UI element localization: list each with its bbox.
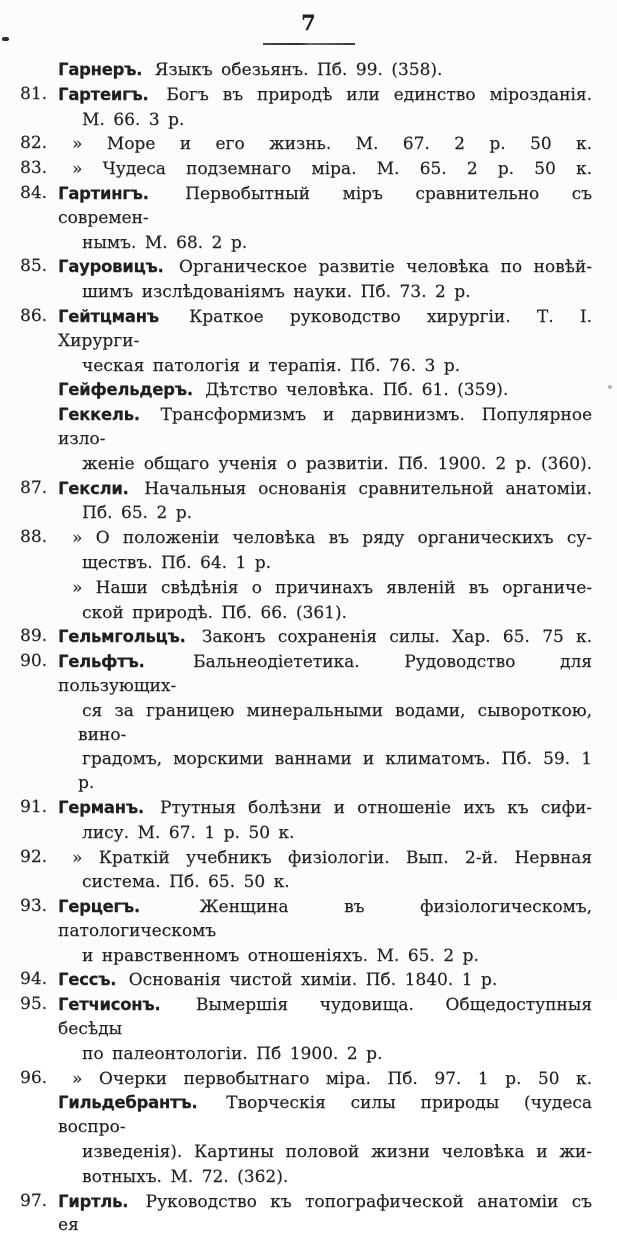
entry-text bbox=[58, 796, 592, 821]
entry-title: Пб. 65. 2 р. bbox=[82, 503, 192, 524]
entry-title: система. Пб. 65. 50 к. bbox=[82, 872, 290, 893]
entry-author: Гильдебрантъ. bbox=[58, 1093, 198, 1113]
entry-number bbox=[20, 747, 58, 796]
entry-number: 85. bbox=[20, 256, 48, 277]
entry-author: Гартингъ. bbox=[58, 183, 149, 203]
entry-title: ческая патологія и терапія. Пб. 76. 3 р. bbox=[82, 355, 461, 376]
entry-title: Чудеса подземнаго міра. М. 65. 2 р. 50 к. bbox=[102, 159, 592, 180]
catalog-line bbox=[20, 846, 592, 871]
entry-title: Краткій учебникъ физіологіи. Вып. 2-й. Нервная bbox=[98, 847, 592, 868]
entry-title: изведенія). Картины половой жизни человѣка и жи- bbox=[82, 1142, 592, 1163]
catalog-line bbox=[20, 551, 592, 576]
entry-text bbox=[78, 821, 592, 846]
entry-title: Языкъ обезьянъ. Пб. 99. (358). bbox=[154, 60, 443, 80]
entry-number bbox=[20, 58, 58, 83]
entry-number: 89. bbox=[20, 626, 48, 647]
entry-author: Гетчисонъ. bbox=[58, 995, 161, 1015]
entry-title: по палеонтологіи. Пб 1900. 2 р. bbox=[82, 1043, 383, 1064]
catalog-line bbox=[20, 132, 592, 157]
entry-text bbox=[78, 601, 592, 626]
entry-title: Ртутныя болѣзни и отношеніе ихъ къ сифи- bbox=[160, 797, 592, 818]
entry-title: женіе общаго ученія о развитіи. Пб. 1900. 2 р. (360). bbox=[82, 453, 592, 474]
entry-text bbox=[58, 182, 592, 231]
catalog-line bbox=[20, 699, 592, 748]
entry-title: Наши свѣдѣнія о причинахъ явленій въ органиче- bbox=[95, 577, 593, 598]
entry-author: Гартеигъ. bbox=[58, 84, 149, 104]
entry-number: 91. bbox=[20, 796, 48, 817]
catalog-line bbox=[20, 576, 592, 601]
entry-number bbox=[20, 501, 58, 526]
entry-text bbox=[58, 58, 592, 83]
entry-text bbox=[78, 1165, 592, 1190]
catalog-line bbox=[20, 378, 592, 403]
entry-text bbox=[78, 944, 592, 969]
entry-text bbox=[58, 526, 592, 551]
entry-author: Геккель. bbox=[58, 405, 140, 425]
entry-title: Начальныя основанія сравнительной анатоміи. bbox=[144, 478, 592, 499]
entry-text bbox=[78, 280, 592, 305]
entry-author: Гессъ. bbox=[58, 970, 117, 990]
entry-number bbox=[20, 231, 58, 256]
entry-title: Очерки первобытнаго міра. Пб. 97. 1 р. 50 к. bbox=[98, 1068, 592, 1089]
entry-number: 97. bbox=[20, 1190, 48, 1211]
entry-number: 84. bbox=[20, 182, 48, 203]
entry-text bbox=[58, 255, 592, 280]
entry-title: Богъ въ природѣ или единство мірозданія. bbox=[166, 84, 593, 105]
catalog-line bbox=[20, 182, 592, 231]
catalog-line bbox=[20, 108, 592, 133]
entry-text bbox=[58, 895, 592, 944]
entry-title: нымъ. М. 68. 2 р. bbox=[82, 232, 248, 253]
entry-text bbox=[58, 157, 592, 182]
entry-number: 96. bbox=[20, 1067, 48, 1088]
entry-text bbox=[58, 378, 592, 403]
entry-text bbox=[58, 477, 592, 502]
entry-title: и нравственномъ отношеніяхъ. М. 65. 2 р. bbox=[82, 945, 479, 966]
catalog-line bbox=[20, 747, 592, 796]
entry-number bbox=[20, 280, 58, 305]
entry-text bbox=[58, 968, 592, 993]
entry-title: ской природѣ. Пб. 66. (361). bbox=[82, 602, 347, 623]
entry-text bbox=[58, 305, 592, 354]
entry-author: Гельмгольцъ. bbox=[58, 627, 186, 647]
entry-number bbox=[20, 1042, 58, 1067]
catalog-line bbox=[20, 403, 592, 452]
entry-text bbox=[58, 132, 592, 157]
entry-text bbox=[58, 1067, 592, 1092]
entry-author: Гельфтъ. bbox=[58, 652, 145, 672]
entry-number bbox=[20, 821, 58, 846]
catalog-line bbox=[20, 944, 592, 969]
entry-title: шимъ изслѣдованіямъ науки. Пб. 73. 2 р. bbox=[82, 282, 471, 303]
ditto-mark: » bbox=[72, 577, 83, 598]
entry-text bbox=[78, 1042, 592, 1067]
entry-number: 93. bbox=[20, 896, 48, 917]
entry-number bbox=[20, 403, 58, 452]
ditto-mark: » bbox=[72, 528, 83, 549]
entry-text bbox=[78, 354, 592, 379]
entry-number bbox=[20, 1091, 58, 1140]
entry-title: М. 66. 3 р. bbox=[82, 109, 185, 130]
entry-title: Дѣтство человѣка. Пб. 61. (359). bbox=[205, 380, 509, 401]
entry-text bbox=[58, 83, 592, 108]
entry-text bbox=[78, 108, 592, 133]
entry-author: Германъ. bbox=[58, 797, 144, 817]
catalog-line bbox=[20, 83, 592, 108]
entry-title: лису. М. 67. 1 р. 50 к. bbox=[82, 822, 295, 843]
catalog-line bbox=[20, 280, 592, 305]
ditto-mark: » bbox=[72, 134, 83, 155]
entry-title: ся за границею минеральными водами, сывороткою, вино- bbox=[78, 700, 592, 745]
ditto-mark: » bbox=[72, 1068, 83, 1089]
entry-number: 95. bbox=[20, 994, 48, 1015]
entry-title: Вымершія чудовища. Общедоступныя бесѣды bbox=[58, 995, 592, 1040]
entry-title: Первобытный міръ сравнительно съ современ- bbox=[58, 183, 592, 228]
catalog-line bbox=[20, 354, 592, 379]
entry-number bbox=[20, 601, 58, 626]
ditto-mark: » bbox=[72, 159, 83, 180]
entry-number bbox=[20, 354, 58, 379]
entry-text bbox=[58, 993, 592, 1042]
entry-number: 86. bbox=[20, 305, 48, 326]
entry-number bbox=[20, 699, 58, 748]
entry-text bbox=[58, 576, 592, 601]
catalog-line bbox=[20, 452, 592, 477]
entry-author: Гиртль. bbox=[58, 1191, 129, 1211]
scan-artifact bbox=[608, 385, 612, 389]
entry-text bbox=[58, 846, 592, 871]
entry-author: Гауровицъ. bbox=[58, 257, 164, 277]
catalog-line bbox=[20, 231, 592, 256]
catalog-line bbox=[20, 650, 592, 699]
entry-text bbox=[58, 403, 592, 452]
catalog-line bbox=[20, 968, 592, 993]
catalog-list bbox=[0, 58, 617, 1238]
entry-text bbox=[78, 699, 592, 748]
entry-number bbox=[20, 1140, 58, 1165]
page-number: 7 bbox=[300, 10, 317, 35]
entry-title: Море и его жизнь. М. 67. 2 р. 50 к. bbox=[106, 134, 592, 155]
entry-author: Гейтцманъ bbox=[58, 306, 159, 326]
catalog-line bbox=[20, 157, 592, 182]
entry-number: 81. bbox=[20, 83, 48, 104]
entry-number bbox=[20, 452, 58, 477]
catalog-line bbox=[20, 501, 592, 526]
entry-number: 83. bbox=[20, 158, 48, 179]
entry-number: 90. bbox=[20, 651, 48, 672]
catalog-line bbox=[20, 821, 592, 846]
catalog-line bbox=[20, 625, 592, 650]
entry-text bbox=[78, 870, 592, 895]
entry-text bbox=[58, 1190, 592, 1238]
entry-number bbox=[20, 378, 58, 403]
entry-title: вотныхъ. М. 72. (362). bbox=[82, 1166, 289, 1187]
entry-title: градомъ, морскими ваннами и климатомъ. Пб. 59. 1 р. bbox=[78, 749, 592, 794]
entry-title: Основанія чистой химіи. Пб. 1840. 1 р. bbox=[128, 970, 498, 991]
entry-title: Женщина въ физіологическомъ, патологическомъ bbox=[58, 897, 592, 941]
catalog-line bbox=[20, 796, 592, 821]
entry-text bbox=[78, 231, 592, 256]
entry-number: 87. bbox=[20, 477, 48, 498]
catalog-line bbox=[20, 1042, 592, 1067]
catalog-line bbox=[20, 870, 592, 895]
entry-title: Руководство къ топографической анатоміи съ ея bbox=[58, 1191, 592, 1236]
catalog-line bbox=[20, 1091, 592, 1140]
entry-number bbox=[20, 551, 58, 576]
catalog-line bbox=[20, 1140, 592, 1165]
catalog-line bbox=[20, 1190, 592, 1238]
entry-title: О положеніи человѣка въ ряду органическихъ су- bbox=[95, 528, 592, 549]
catalog-line bbox=[20, 1165, 592, 1190]
entry-author: Гексли. bbox=[58, 478, 129, 498]
entry-author: Герцегъ. bbox=[58, 897, 140, 917]
catalog-line bbox=[20, 993, 592, 1042]
catalog-line bbox=[20, 305, 592, 354]
catalog-line bbox=[20, 1067, 592, 1092]
entry-title: Законъ сохраненія силы. Хар. 65. 75 к. bbox=[201, 627, 592, 648]
entry-title: Органическое развитіе человѣка по новѣй- bbox=[178, 257, 592, 278]
entry-number: 88. bbox=[20, 527, 48, 548]
entry-title: Творческія силы природы (чудеса воспро- bbox=[58, 1093, 592, 1138]
catalog-line bbox=[20, 601, 592, 626]
page-header bbox=[0, 0, 617, 45]
entry-author: Гейфельдеръ. bbox=[58, 380, 193, 400]
entry-number: 92. bbox=[20, 846, 48, 867]
catalog-line bbox=[20, 58, 592, 83]
entry-title: Бальнеодіететика. Рудоводство для пользующих- bbox=[58, 652, 592, 696]
header-rule bbox=[263, 43, 355, 45]
entry-text bbox=[78, 1140, 592, 1165]
catalog-line bbox=[20, 895, 592, 944]
catalog-line bbox=[20, 255, 592, 280]
entry-number: 82. bbox=[20, 133, 48, 154]
entry-text bbox=[58, 1091, 592, 1140]
entry-title: Краткое руководство хирургіи. Т. I. Хирурги- bbox=[58, 306, 593, 351]
entry-text bbox=[78, 452, 592, 477]
entry-number bbox=[20, 944, 58, 969]
entry-title: ществъ. Пб. 64. 1 р. bbox=[82, 552, 272, 573]
entry-number: 94. bbox=[20, 969, 48, 990]
entry-number bbox=[20, 870, 58, 895]
entry-number bbox=[20, 1165, 58, 1190]
entry-text bbox=[58, 650, 592, 699]
entry-number bbox=[20, 108, 58, 133]
entry-author: Гарнеръ. bbox=[58, 60, 143, 79]
entry-text bbox=[78, 501, 592, 526]
entry-text bbox=[78, 551, 592, 576]
entry-title: Трансформизмъ и дарвинизмъ. Популярное изло- bbox=[58, 405, 592, 449]
entry-text bbox=[58, 625, 592, 650]
catalog-line bbox=[20, 477, 592, 502]
catalog-line bbox=[20, 526, 592, 551]
entry-text bbox=[78, 747, 592, 796]
entry-number bbox=[20, 576, 58, 601]
ditto-mark: » bbox=[72, 847, 83, 868]
